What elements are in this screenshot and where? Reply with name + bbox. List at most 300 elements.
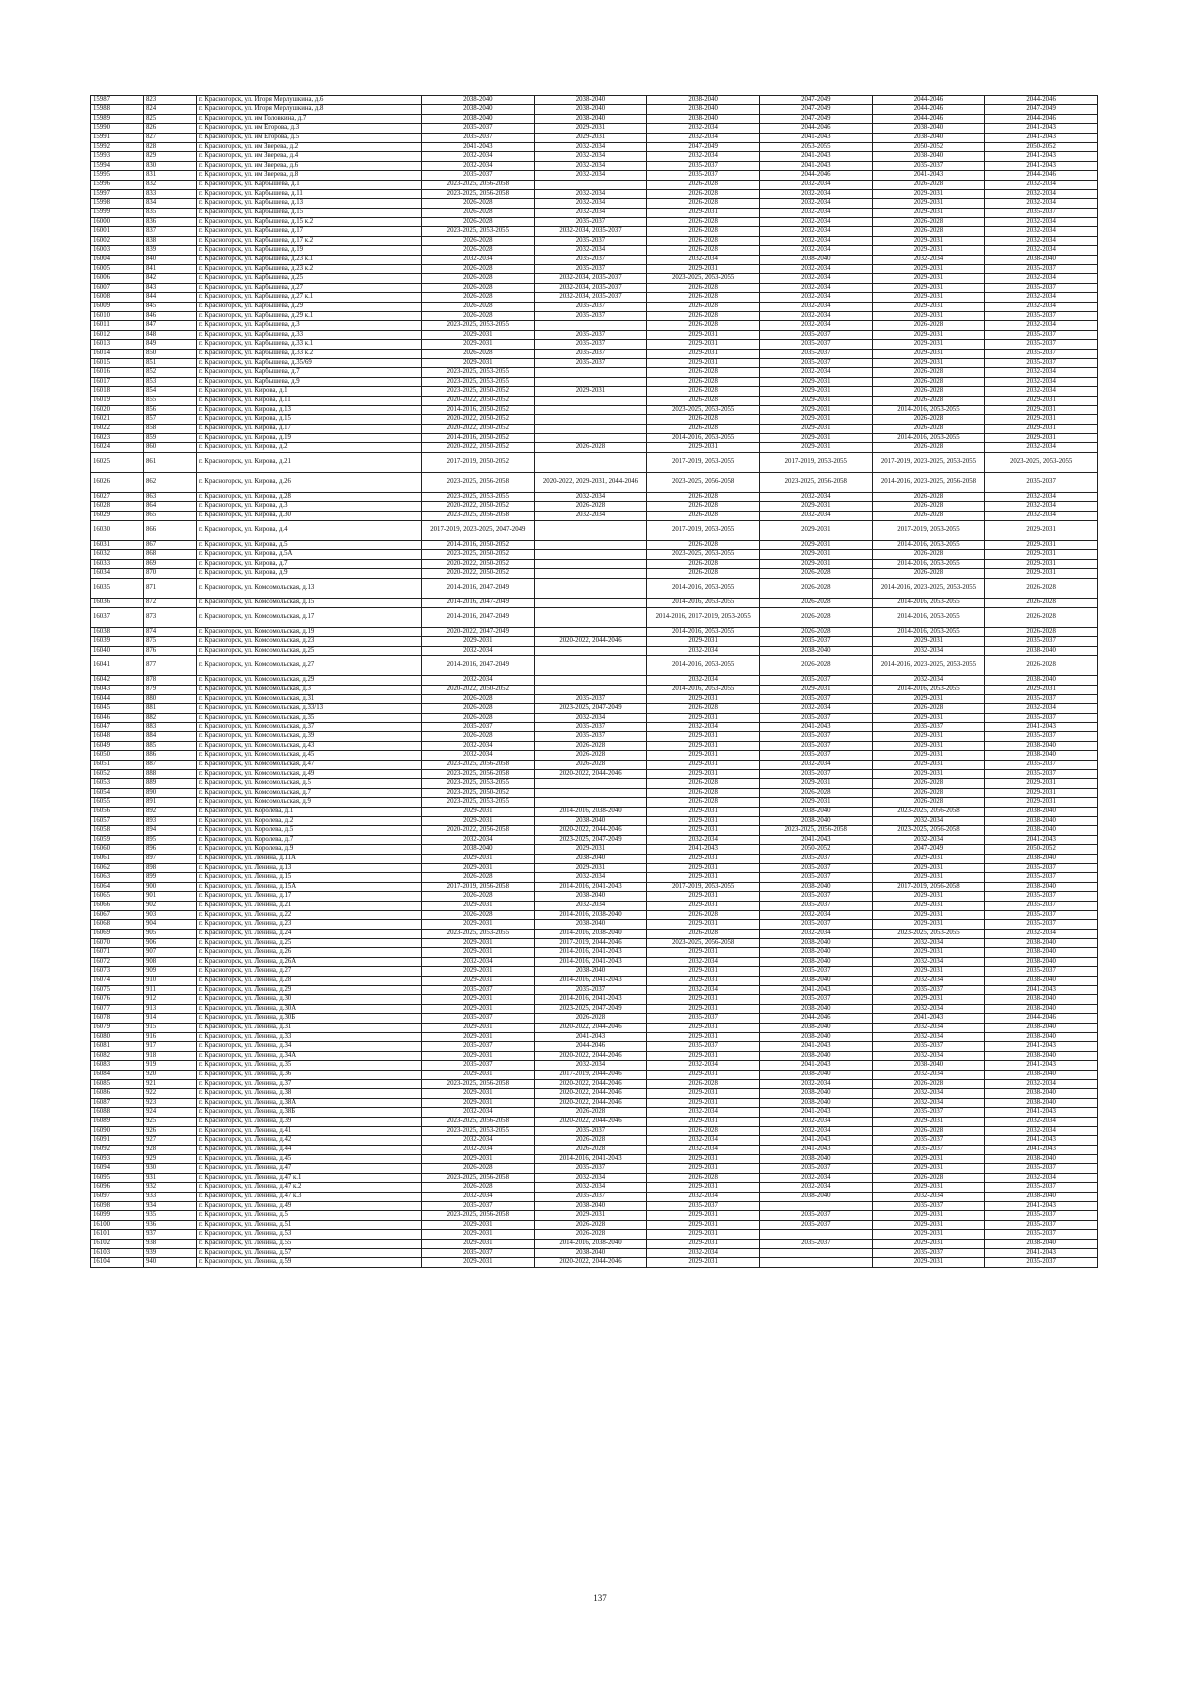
period-cell-6: 2032-2034 — [985, 302, 1098, 311]
period-cell-2: 2026-2028 — [534, 1230, 647, 1239]
record-id-cell: 16061 — [91, 854, 144, 863]
period-cell-3: 2035-2037 — [647, 1042, 760, 1051]
period-cell-1: 2029-2031 — [422, 939, 535, 948]
period-cell-4: 2035-2037 — [759, 995, 872, 1004]
period-cell-4: 2032-2034 — [759, 208, 872, 217]
record-id-cell: 16048 — [91, 732, 144, 741]
item-number-cell: 895 — [144, 835, 197, 844]
period-cell-4: 2017-2019, 2053-2055 — [759, 452, 872, 472]
period-cell-3: 2029-2031 — [647, 1220, 760, 1229]
address-cell: г. Красногорск, ул. Кирова, д.9 — [197, 569, 422, 578]
period-cell-6: 2029-2031 — [985, 798, 1098, 807]
period-cell-2: 2035-2037 — [534, 255, 647, 264]
record-id-cell: 16072 — [91, 957, 144, 966]
address-cell: г. Красногорск, ул. Комсомольская, д.25 — [197, 646, 422, 655]
period-cell-1: 2026-2028 — [422, 265, 535, 274]
period-cell-1: 2029-2031 — [422, 1155, 535, 1164]
period-cell-2: 2026-2028 — [534, 502, 647, 511]
item-number-cell: 847 — [144, 321, 197, 330]
period-cell-2: 2020-2022, 2044-2046 — [534, 1089, 647, 1098]
period-cell-1: 2026-2028 — [422, 892, 535, 901]
address-cell: г. Красногорск, ул. Ленина, д.26 — [197, 948, 422, 957]
period-cell-5: 2026-2028 — [872, 377, 985, 386]
item-number-cell: 911 — [144, 986, 197, 995]
table-row — [91, 607, 1098, 627]
period-cell-3: 2029-2031 — [647, 863, 760, 872]
item-number-cell: 936 — [144, 1220, 197, 1229]
period-cell-1: 2017-2019, 2023-2025, 2047-2049 — [422, 521, 535, 541]
period-cell-2: 2032-2034 — [534, 199, 647, 208]
item-number-cell: 825 — [144, 114, 197, 123]
table-row — [91, 723, 1098, 732]
period-cell-2: 2032-2034, 2035-2037 — [534, 227, 647, 236]
period-cell-6: 2038-2040 — [985, 995, 1098, 1004]
period-cell-5: 2017-2019, 2023-2025, 2053-2055 — [872, 452, 985, 472]
period-cell-5: 2014-2016, 2023-2025, 2053-2055 — [872, 578, 985, 598]
item-number-cell: 858 — [144, 424, 197, 433]
period-cell-1: 2035-2037 — [422, 986, 535, 995]
address-cell: г. Красногорск, ул. Комсомольская, д.7 — [197, 788, 422, 797]
period-cell-1: 2029-2031 — [422, 1032, 535, 1041]
record-id-cell: 15989 — [91, 114, 144, 123]
record-id-cell: 16066 — [91, 901, 144, 910]
item-number-cell: 828 — [144, 142, 197, 151]
period-cell-2: 2026-2028 — [534, 1014, 647, 1023]
address-cell: г. Красногорск, ул. Кирова, д.21 — [197, 452, 422, 472]
period-cell-6: 2038-2040 — [985, 646, 1098, 655]
period-cell-6: 2041-2043 — [985, 133, 1098, 142]
period-cell-2: 2023-2025, 2047-2049 — [534, 835, 647, 844]
period-cell-3: 2029-2031 — [647, 1183, 760, 1192]
record-id-cell: 16009 — [91, 302, 144, 311]
period-cell-4: 2035-2037 — [759, 349, 872, 358]
item-number-cell: 909 — [144, 967, 197, 976]
record-id-cell: 16079 — [91, 1023, 144, 1032]
period-cell-1: 2020-2022, 2047-2049 — [422, 627, 535, 636]
period-cell-2: 2032-2034, 2035-2037 — [534, 293, 647, 302]
table-row — [91, 694, 1098, 703]
period-cell-3: 2026-2028 — [647, 424, 760, 433]
period-cell-1: 2020-2022, 2050-2052 — [422, 443, 535, 452]
period-cell-6: 2035-2037 — [985, 340, 1098, 349]
item-number-cell: 882 — [144, 713, 197, 722]
record-id-cell: 15996 — [91, 180, 144, 189]
period-cell-3: 2029-2031 — [647, 967, 760, 976]
period-cell-4: 2038-2040 — [759, 1155, 872, 1164]
period-cell-1: 2017-2019, 2050-2052 — [422, 452, 535, 472]
period-cell-3: 2026-2028 — [647, 910, 760, 919]
period-cell-4: 2032-2034 — [759, 1079, 872, 1088]
period-cell-3: 2035-2037 — [647, 171, 760, 180]
period-cell-2: 2032-2034 — [534, 713, 647, 722]
address-cell: г. Красногорск, ул. Карбышева, д.33 — [197, 330, 422, 339]
period-cell-6: 2038-2040 — [985, 1239, 1098, 1248]
period-cell-1: 2035-2037 — [422, 1248, 535, 1257]
address-cell: г. Красногорск, ул. Карбышева, д.23 к.2 — [197, 265, 422, 274]
table-row — [91, 578, 1098, 598]
period-cell-3: 2026-2028 — [647, 779, 760, 788]
table-row — [91, 845, 1098, 854]
period-cell-5: 2032-2034 — [872, 1192, 985, 1201]
period-cell-3: 2017-2019, 2053-2055 — [647, 882, 760, 891]
address-cell: г. Красногорск, ул. Ленина, д.44 — [197, 1145, 422, 1154]
address-cell: г. Красногорск, ул. Карбышева, д.15 — [197, 208, 422, 217]
table-row — [91, 1220, 1098, 1229]
address-cell: г. Красногорск, ул. Комсомольская, д.23 — [197, 637, 422, 646]
item-number-cell: 880 — [144, 694, 197, 703]
item-number-cell: 838 — [144, 236, 197, 245]
period-cell-6: 2029-2031 — [985, 541, 1098, 550]
period-cell-3: 2029-2031 — [647, 349, 760, 358]
period-cell-2: 2029-2031 — [534, 1211, 647, 1220]
address-cell: г. Красногорск, ул. Кирова, д.2 — [197, 443, 422, 452]
period-cell-4: 2041-2043 — [759, 1061, 872, 1070]
period-cell-4: 2044-2046 — [759, 124, 872, 133]
period-cell-3: 2026-2028 — [647, 492, 760, 501]
period-cell-4: 2038-2040 — [759, 976, 872, 985]
period-cell-3: 2029-2031 — [647, 770, 760, 779]
period-cell-6: 2029-2031 — [985, 779, 1098, 788]
period-cell-1: 2029-2031 — [422, 901, 535, 910]
period-cell-2: 2029-2031 — [534, 845, 647, 854]
address-cell: г. Красногорск, ул. Ленина, д.15А — [197, 882, 422, 891]
period-cell-2: 2038-2040 — [534, 817, 647, 826]
period-cell-6: 2041-2043 — [985, 124, 1098, 133]
item-number-cell: 894 — [144, 826, 197, 835]
address-cell: г. Красногорск, ул. Ленина, д.37 — [197, 1079, 422, 1088]
period-cell-4: 2035-2037 — [759, 967, 872, 976]
record-id-cell: 16090 — [91, 1126, 144, 1135]
period-cell-5: 2026-2028 — [872, 227, 985, 236]
period-cell-6: 2032-2034 — [985, 929, 1098, 938]
period-cell-5: 2017-2019, 2056-2058 — [872, 882, 985, 891]
period-cell-4: 2032-2034 — [759, 929, 872, 938]
table-row — [91, 330, 1098, 339]
period-cell-2: 2020-2022, 2044-2046 — [534, 637, 647, 646]
item-number-cell: 932 — [144, 1183, 197, 1192]
period-cell-5: 2026-2028 — [872, 424, 985, 433]
address-cell: г. Красногорск, ул. Ленина, д.55 — [197, 1239, 422, 1248]
period-cell-2: 2035-2037 — [534, 311, 647, 320]
period-cell-1: 2026-2028 — [422, 1183, 535, 1192]
period-cell-2: 2014-2016, 2041-2043 — [534, 882, 647, 891]
period-cell-4: 2029-2031 — [759, 415, 872, 424]
period-cell-3: 2017-2019, 2053-2055 — [647, 452, 760, 472]
address-cell: г. Красногорск, ул. Кирова, д.26 — [197, 472, 422, 492]
period-cell-3: 2029-2031 — [647, 1239, 760, 1248]
address-cell: г. Красногорск, ул. Ленина, д.42 — [197, 1136, 422, 1145]
period-cell-1: 2029-2031 — [422, 340, 535, 349]
item-number-cell: 899 — [144, 873, 197, 882]
address-cell: г. Красногорск, ул. Ленина, д.23 — [197, 920, 422, 929]
period-cell-4: 2029-2031 — [759, 434, 872, 443]
item-number-cell: 902 — [144, 901, 197, 910]
period-cell-2: 2023-2025, 2047-2049 — [534, 704, 647, 713]
table-row — [91, 685, 1098, 694]
period-cell-1: 2029-2031 — [422, 967, 535, 976]
period-cell-5: 2029-2031 — [872, 1155, 985, 1164]
record-id-cell: 16045 — [91, 704, 144, 713]
period-cell-4: 2032-2034 — [759, 1173, 872, 1182]
period-cell-4: 2035-2037 — [759, 751, 872, 760]
period-cell-1: 2032-2034 — [422, 741, 535, 750]
table-row — [91, 1070, 1098, 1079]
address-cell: г. Красногорск, ул. Кирова, д.28 — [197, 492, 422, 501]
table-row — [91, 133, 1098, 142]
period-cell-2: 2017-2019, 2044-2046 — [534, 939, 647, 948]
period-cell-5: 2032-2034 — [872, 1098, 985, 1107]
address-cell: г. Красногорск, ул. Ленина, д.47 к.3 — [197, 1192, 422, 1201]
period-cell-4: 2032-2034 — [759, 704, 872, 713]
record-id-cell: 15995 — [91, 171, 144, 180]
period-cell-6: 2032-2034 — [985, 511, 1098, 520]
period-cell-1: 2029-2031 — [422, 948, 535, 957]
period-cell-6: 2035-2037 — [985, 358, 1098, 367]
period-cell-4: 2041-2043 — [759, 835, 872, 844]
period-cell-4: 2041-2043 — [759, 1145, 872, 1154]
period-cell-4: 2035-2037 — [759, 901, 872, 910]
period-cell-6: 2041-2043 — [985, 161, 1098, 170]
item-number-cell: 914 — [144, 1014, 197, 1023]
period-cell-5: 2029-2031 — [872, 1230, 985, 1239]
period-cell-5: 2029-2031 — [872, 189, 985, 198]
record-id-cell: 16085 — [91, 1079, 144, 1088]
period-cell-3: 2026-2028 — [647, 246, 760, 255]
table-row — [91, 340, 1098, 349]
period-cell-6: 2038-2040 — [985, 976, 1098, 985]
period-cell-5: 2047-2049 — [872, 845, 985, 854]
address-cell: г. Красногорск, ул. Ленина, д.47 к.1 — [197, 1173, 422, 1182]
item-number-cell: 863 — [144, 492, 197, 501]
period-cell-5: 2029-2031 — [872, 995, 985, 1004]
table-row — [91, 1202, 1098, 1211]
record-id-cell: 16064 — [91, 882, 144, 891]
period-cell-4: 2041-2043 — [759, 1108, 872, 1117]
period-cell-6: 2035-2037 — [985, 873, 1098, 882]
period-cell-4: 2032-2034 — [759, 180, 872, 189]
period-cell-5: 2029-2031 — [872, 283, 985, 292]
period-cell-3: 2023-2025, 2056-2058 — [647, 472, 760, 492]
item-number-cell: 860 — [144, 443, 197, 452]
address-cell: г. Красногорск, ул. Ленина, д.15 — [197, 873, 422, 882]
item-number-cell: 843 — [144, 283, 197, 292]
period-cell-5: 2029-2031 — [872, 713, 985, 722]
record-id-cell: 16060 — [91, 845, 144, 854]
address-cell: г. Красногорск, ул. Комсомольская, д.9 — [197, 798, 422, 807]
table-row — [91, 189, 1098, 198]
period-cell-1: 2032-2034 — [422, 1108, 535, 1117]
period-cell-2 — [534, 541, 647, 550]
table-row — [91, 948, 1098, 957]
period-cell-3: 2014-2016, 2053-2055 — [647, 627, 760, 636]
period-cell-4: 2029-2031 — [759, 798, 872, 807]
period-cell-1: 2029-2031 — [422, 1098, 535, 1107]
period-cell-2: 2017-2019, 2044-2046 — [534, 1070, 647, 1079]
period-cell-2 — [534, 578, 647, 598]
period-cell-4: 2032-2034 — [759, 311, 872, 320]
period-cell-4: 2038-2040 — [759, 1098, 872, 1107]
period-cell-4: 2032-2034 — [759, 218, 872, 227]
period-cell-4: 2038-2040 — [759, 1089, 872, 1098]
table-row — [91, 995, 1098, 1004]
address-cell: г. Красногорск, ул. Карбышева, д.19 — [197, 246, 422, 255]
address-cell: г. Красногорск, ул. Ленина, д.30 — [197, 995, 422, 1004]
period-cell-5: 2023-2025, 2053-2055 — [872, 929, 985, 938]
period-cell-6: 2029-2031 — [985, 521, 1098, 541]
period-cell-6: 2038-2040 — [985, 1089, 1098, 1098]
table-row — [91, 152, 1098, 161]
period-cell-3: 2029-2031 — [647, 873, 760, 882]
period-cell-3: 2029-2031 — [647, 920, 760, 929]
period-cell-1: 2029-2031 — [422, 1258, 535, 1267]
address-cell: г. Красногорск, ул. Комсомольская, д.13 — [197, 578, 422, 598]
period-cell-6: 2032-2034 — [985, 502, 1098, 511]
period-cell-1: 2026-2028 — [422, 293, 535, 302]
period-cell-1: 2020-2022, 2050-2052 — [422, 502, 535, 511]
period-cell-5: 2029-2031 — [872, 293, 985, 302]
period-cell-1: 2032-2034 — [422, 676, 535, 685]
period-cell-5: 2026-2028 — [872, 492, 985, 501]
period-cell-4: 2035-2037 — [759, 770, 872, 779]
record-id-cell: 16038 — [91, 627, 144, 636]
period-cell-3: 2029-2031 — [647, 1098, 760, 1107]
address-cell: г. Красногорск, ул. Ленина, д.29 — [197, 986, 422, 995]
period-cell-1: 2026-2028 — [422, 236, 535, 245]
period-cell-4: 2023-2025, 2056-2058 — [759, 472, 872, 492]
table-row — [91, 1248, 1098, 1257]
period-cell-5: 2029-2031 — [872, 901, 985, 910]
period-cell-1: 2014-2016, 2047-2049 — [422, 578, 535, 598]
address-cell: г. Красногорск, ул. Ленина, д.41 — [197, 1126, 422, 1135]
period-cell-5: 2029-2031 — [872, 873, 985, 882]
period-cell-5: 2029-2031 — [872, 265, 985, 274]
period-cell-3: 2029-2031 — [647, 358, 760, 367]
period-cell-5: 2032-2034 — [872, 817, 985, 826]
period-cell-2: 2032-2034 — [534, 873, 647, 882]
period-cell-3: 2026-2028 — [647, 227, 760, 236]
record-id-cell: 16012 — [91, 330, 144, 339]
period-cell-5: 2029-2031 — [872, 358, 985, 367]
period-cell-3: 2029-2031 — [647, 741, 760, 750]
address-cell: г. Красногорск, ул. Комсомольская, д.31 — [197, 694, 422, 703]
item-number-cell: 916 — [144, 1032, 197, 1041]
period-cell-1: 2023-2025, 2056-2058 — [422, 511, 535, 520]
record-id-cell: 16080 — [91, 1032, 144, 1041]
record-id-cell: 16032 — [91, 550, 144, 559]
period-cell-6: 2038-2040 — [985, 1051, 1098, 1060]
period-cell-6: 2050-2052 — [985, 142, 1098, 151]
period-cell-5: 2041-2043 — [872, 1014, 985, 1023]
period-cell-6: 2035-2037 — [985, 283, 1098, 292]
period-cell-1: 2032-2034 — [422, 1145, 535, 1154]
table-row — [91, 218, 1098, 227]
period-cell-3: 2029-2031 — [647, 265, 760, 274]
period-cell-2: 2020-2022, 2029-2031, 2044-2046 — [534, 472, 647, 492]
period-cell-2: 2026-2028 — [534, 741, 647, 750]
table-row — [91, 676, 1098, 685]
address-cell: г. Красногорск, ул. Ленина, д.38Б — [197, 1108, 422, 1117]
period-cell-1: 2026-2028 — [422, 199, 535, 208]
period-cell-5: 2038-2040 — [872, 133, 985, 142]
table-row — [91, 472, 1098, 492]
period-cell-4: 2032-2034 — [759, 199, 872, 208]
address-cell: г. Красногорск, ул. Карбышева, д.1 — [197, 180, 422, 189]
period-cell-6: 2032-2034 — [985, 443, 1098, 452]
table-row — [91, 854, 1098, 863]
period-cell-2: 2032-2034 — [534, 246, 647, 255]
period-cell-4: 2032-2034 — [759, 293, 872, 302]
period-cell-6: 2035-2037 — [985, 863, 1098, 872]
period-cell-6: 2041-2043 — [985, 1061, 1098, 1070]
period-cell-3: 2032-2034 — [647, 1061, 760, 1070]
period-cell-4: 2035-2037 — [759, 920, 872, 929]
period-cell-3: 2029-2031 — [647, 817, 760, 826]
period-cell-3: 2032-2034 — [647, 957, 760, 966]
period-cell-2: 2035-2037 — [534, 986, 647, 995]
address-cell: г. Красногорск, ул. Комсомольская, д.49 — [197, 770, 422, 779]
period-cell-1: 2029-2031 — [422, 807, 535, 816]
record-id-cell: 16063 — [91, 873, 144, 882]
period-cell-3: 2026-2028 — [647, 311, 760, 320]
period-cell-5: 2038-2040 — [872, 1061, 985, 1070]
item-number-cell: 873 — [144, 607, 197, 627]
item-number-cell: 940 — [144, 1258, 197, 1267]
record-id-cell: 16086 — [91, 1089, 144, 1098]
table-row — [91, 1211, 1098, 1220]
period-cell-5: 2029-2031 — [872, 637, 985, 646]
period-cell-3: 2038-2040 — [647, 114, 760, 123]
period-cell-5: 2032-2034 — [872, 1070, 985, 1079]
period-cell-5: 2032-2034 — [872, 255, 985, 264]
item-number-cell: 831 — [144, 171, 197, 180]
period-cell-3: 2029-2031 — [647, 1155, 760, 1164]
record-id-cell: 16101 — [91, 1230, 144, 1239]
address-cell: г. Красногорск, ул. Игоря Мерлушкина, д.8 — [197, 105, 422, 114]
record-id-cell: 16094 — [91, 1164, 144, 1173]
period-cell-5: 2026-2028 — [872, 321, 985, 330]
record-id-cell: 16097 — [91, 1192, 144, 1201]
address-cell: г. Красногорск, ул. Карбышева, д.17 к.2 — [197, 236, 422, 245]
record-id-cell: 16002 — [91, 236, 144, 245]
address-cell: г. Красногорск, ул. им Зверева, д.8 — [197, 171, 422, 180]
table-row — [91, 124, 1098, 133]
item-number-cell: 836 — [144, 218, 197, 227]
period-cell-1: 2041-2043 — [422, 142, 535, 151]
period-cell-4: 2041-2043 — [759, 1042, 872, 1051]
period-cell-2: 2035-2037 — [534, 302, 647, 311]
table-row — [91, 434, 1098, 443]
period-cell-5: 2026-2028 — [872, 387, 985, 396]
period-cell-6: 2035-2037 — [985, 472, 1098, 492]
item-number-cell: 853 — [144, 377, 197, 386]
period-cell-1: 2023-2025, 2053-2055 — [422, 492, 535, 501]
period-cell-4: 2038-2040 — [759, 957, 872, 966]
period-cell-6: 2035-2037 — [985, 1230, 1098, 1239]
record-id-cell: 16075 — [91, 986, 144, 995]
period-cell-5: 2014-2016, 2053-2055 — [872, 541, 985, 550]
address-cell: г. Красногорск, ул. Королева, д.2 — [197, 817, 422, 826]
period-cell-3: 2032-2034 — [647, 1145, 760, 1154]
table-row — [91, 882, 1098, 891]
period-cell-3: 2032-2034 — [647, 133, 760, 142]
table-row — [91, 415, 1098, 424]
period-cell-1: 2038-2040 — [422, 845, 535, 854]
period-cell-3: 2014-2016, 2053-2055 — [647, 656, 760, 676]
period-cell-4 — [759, 1248, 872, 1257]
record-id-cell: 16020 — [91, 405, 144, 414]
period-cell-1: 2026-2028 — [422, 732, 535, 741]
item-number-cell: 889 — [144, 779, 197, 788]
